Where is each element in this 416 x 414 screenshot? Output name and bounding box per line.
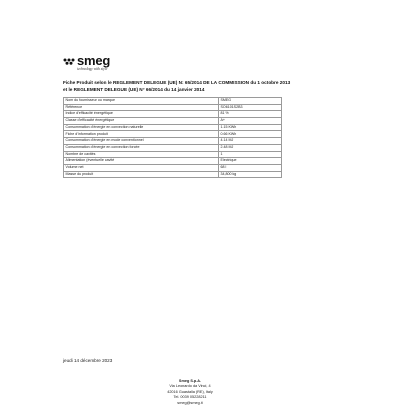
footer-city: 42016 Guastalla (RE), Italy xyxy=(167,389,213,394)
row-value: 1 xyxy=(219,151,282,158)
row-label: Consommation d'énergie en convection forcée xyxy=(64,144,219,151)
brand-tagline: technology with style xyxy=(77,67,108,71)
title-line-1: Fiche Produit selon le REGLEMENT DELEGUE (UE) N: 65/2014 DE LA COMMISSION du 1 octobre 2013 xyxy=(63,80,291,85)
logo-dots-icon xyxy=(63,58,76,65)
document-title xyxy=(63,79,363,94)
row-value: 81 % xyxy=(219,111,282,118)
smeg-logo xyxy=(63,54,133,74)
row-label: Alimentation (éventuelle cavité xyxy=(64,158,219,165)
row-value: A+ xyxy=(219,118,282,125)
row-label: Consommation d'énergie en convection naturelle xyxy=(64,124,219,131)
row-value: 0.66 KWh xyxy=(219,131,282,138)
spec-table xyxy=(63,97,282,178)
table-row xyxy=(64,111,282,118)
row-label: Consommation d'énergie en mode conventionnel xyxy=(64,138,219,145)
footer-email: smeg@smeg.it xyxy=(177,400,203,405)
company-footer xyxy=(140,379,240,406)
row-value: 4.14 MJ xyxy=(219,138,282,145)
row-value: SMEG xyxy=(219,98,282,105)
row-value: Electrique xyxy=(219,158,282,165)
row-label: Volume net xyxy=(64,164,219,171)
row-label: Référence xyxy=(64,104,219,111)
footer-address: Via Leonardo da Vinci, 4 xyxy=(169,384,211,389)
row-label: Nom du fournisseur ou marque xyxy=(64,98,219,105)
row-value: 68 l xyxy=(219,164,282,171)
row-label: Classe d'efficacité énergétique xyxy=(64,118,219,125)
spec-table-body xyxy=(64,98,282,178)
document-date: jeudi 14 décembre 2023 xyxy=(63,358,113,363)
table-row xyxy=(64,124,282,131)
title-line-2: et le REGLEMENT DELEGUE (UE) N° 66/2014 du 14 janvier 2014 xyxy=(63,87,205,93)
table-row xyxy=(64,158,282,165)
row-label: Fiche d'information produit xyxy=(64,131,219,138)
table-row xyxy=(64,151,282,158)
table-row xyxy=(64,138,282,145)
footer-phone: Tel. 0039 05228211 xyxy=(173,395,207,400)
row-label: Indice d'efficacité énergétique xyxy=(64,111,219,118)
footer-company: Smeg S.p.A. xyxy=(178,379,202,383)
table-row xyxy=(64,98,282,105)
row-value: 1.15 KWh xyxy=(219,124,282,131)
row-label: Nombre de cavités xyxy=(64,151,219,158)
table-row xyxy=(64,164,282,171)
table-row xyxy=(64,171,282,178)
brand-name: smeg xyxy=(77,53,111,68)
row-value: 2.48 MJ xyxy=(219,144,282,151)
row-label: Masse du produit xyxy=(64,171,219,178)
table-row xyxy=(64,118,282,125)
table-row xyxy=(64,104,282,111)
row-value: SO6101S2B3 xyxy=(219,104,282,111)
table-row xyxy=(64,131,282,138)
table-row xyxy=(64,144,282,151)
row-value: 34,800 kg xyxy=(219,171,282,178)
